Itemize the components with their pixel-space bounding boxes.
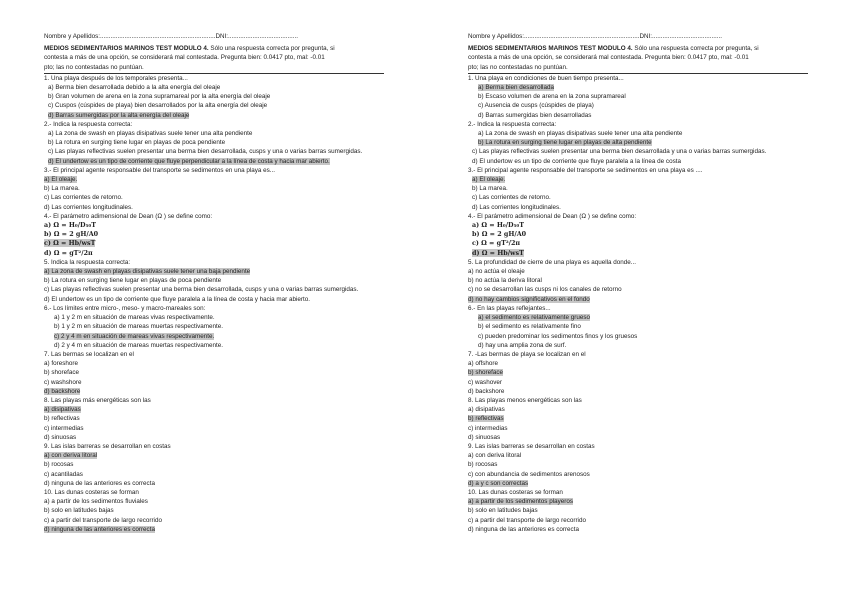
question-text: 10. Las dunas costeras se forman	[44, 488, 139, 496]
answer-option: b) 1 y 2 m en situación de mareas muertas respectivamente.	[54, 323, 224, 331]
answer-option: b) solo en latitudes bajas	[468, 507, 538, 515]
question-text: 4.- El parámetro adimensional de Dean (Ω ) se define como:	[44, 212, 213, 220]
answer-option: b) La rotura en surging tiene lugar en playas de poca pendiente	[48, 139, 226, 147]
highlight-mark: a) El oleaje.	[472, 176, 506, 184]
highlight-mark: d) no hay cambios significativos en el fondo	[468, 295, 590, 303]
answer-option: b) La marea.	[472, 185, 508, 193]
question-text: 2.- Indica la respuesta correcta:	[468, 120, 557, 128]
answer-option: b) no actúa la deriva litoral	[468, 277, 542, 285]
answer-option: b) La marea.	[44, 185, 80, 193]
name-dni-line: Nombre y Apellidos:..................................................................DNI:........................................	[44, 33, 299, 40]
question-text: 1. Una playa después de los temporales presenta...	[44, 74, 188, 82]
answer-option: d) sinuosas	[468, 433, 501, 441]
question-text: 9. Las islas barreras se desarrollan en costas	[44, 442, 171, 450]
answer-option: d) El undertow es un tipo de corriente que fluye paralela a la línea de costa y hacia mar abierto.	[44, 295, 311, 303]
answer-option: b) La rotura en surging tiene lugar en playas de poca pendiente	[44, 277, 222, 285]
answer-option-marked	[44, 111, 384, 120]
answer-option: a) con deriva litoral	[468, 452, 522, 460]
answer-option: a) offshore	[468, 360, 498, 368]
highlight-mark: a) El oleaje.	[44, 176, 78, 184]
answer-option: b) Escaso volumen de arena en la zona supramareal	[478, 93, 626, 101]
answer-option-marked	[468, 497, 808, 506]
question-text: 9. Las islas barreras se desarrollan en costas	[468, 442, 595, 450]
question-text: 7. Las bermas se localizan en el	[44, 350, 134, 358]
question-list	[468, 74, 808, 534]
answer-option: d) Las corrientes longitudinales.	[44, 203, 133, 211]
answer-option: d) 2 y 4 m en situación de mareas muertas respectivamente.	[54, 341, 224, 349]
answer-option-marked	[468, 83, 808, 92]
question-text: 5. La profundidad de cierre de una playa es aquella donde...	[468, 258, 637, 266]
highlight-mark: c) 2 y 4 m en situación de mareas vivas respectivamente.	[54, 332, 215, 340]
highlight-mark: b) reflectivas	[468, 415, 504, 423]
question-text: 3.- El principal agente responsable del transporte se sedimentos en una playa es...	[44, 166, 276, 174]
highlight-mark: a) Berma bien desarrollada	[478, 84, 554, 92]
answer-option-marked	[44, 387, 384, 396]
right-test-sheet	[468, 32, 808, 534]
answer-option: b) Gran volumen de arena en la zona supramareal por la alta energía del oleaje	[48, 93, 271, 101]
answer-option: a) La zona de swash en playas disipativas suele tener una alta pendiente	[478, 130, 683, 138]
answer-option-marked	[468, 414, 808, 423]
answer-option: b) solo en latitudes bajas	[44, 507, 114, 515]
answer-option: d) Barras sumergidas bien desarrolladas	[478, 111, 592, 119]
answer-option-marked	[44, 157, 384, 166]
question-text: 3.- El principal agente responsable del transporte se sedimentos en una playa es ....	[468, 166, 703, 174]
answer-option-marked	[468, 295, 808, 304]
answer-option-marked	[468, 479, 808, 488]
answer-option: b) Ω = 2 gH/A0	[44, 230, 99, 239]
answer-option: c) pueden predominar los sedimentos finos y los gruesos	[478, 332, 638, 340]
answer-option-marked	[468, 138, 808, 147]
answer-option: c) washover	[468, 378, 502, 386]
answer-option: d) ninguna de las anteriores es correcta	[44, 479, 155, 487]
answer-option: a) Ω = H₀/D₅₀T	[44, 221, 96, 230]
test-instructions-line-3: pto; las no contestadas no puntúan.	[468, 63, 568, 71]
question-text: 7. -Las bermas de playa se localizan en el	[468, 350, 586, 358]
answer-option: c) Las corrientes de retorno.	[472, 194, 551, 202]
answer-option: a) disipativas	[468, 406, 505, 414]
answer-option: a) a partir de los sedimentos fluviales	[44, 498, 148, 506]
answer-option-marked	[468, 313, 808, 322]
answer-option: b) rocosas	[468, 461, 498, 469]
answer-option: a) 1 y 2 m en situación de mareas vivas respectivamente.	[54, 314, 215, 322]
highlight-mark: b) shoreface	[468, 369, 504, 377]
answer-option: c) a partir del transporte de largo recorrido	[44, 516, 162, 524]
answer-option: d) backshore	[468, 387, 505, 395]
test-title: MEDIOS SEDIMENTARIOS MARINOS TEST MODULO 4.	[44, 45, 209, 53]
answer-option: c) acantiladas	[44, 470, 83, 478]
test-title: MEDIOS SEDIMENTARIOS MARINOS TEST MODULO 4.	[468, 45, 633, 53]
answer-option-marked	[44, 525, 384, 534]
answer-option: b) rocosas	[44, 461, 74, 469]
answer-option: b) Ω = 2 gH/A0	[472, 230, 527, 239]
question-text: 4.- El parámetro adimensional de Dean (Ω ) se define como:	[468, 212, 637, 220]
answer-option: b) reflectivas	[44, 415, 80, 423]
highlight-mark: d) a y c son correctas	[468, 479, 529, 487]
answer-option: c) washshore	[44, 378, 82, 386]
answer-option: c) Las playas reflectivas suelen presentar una berma bien desarrollada y una o varias barras sumergidas.	[472, 148, 767, 156]
answer-option: c) Cuspos (cúspides de playa) bien desarrollados por la alta energía del oleaje	[48, 102, 268, 110]
answer-option: a) Berma bien desarrollada debido a la alta energía del oleaje	[48, 84, 221, 92]
answer-option: c) intermedias	[44, 424, 84, 432]
answer-option: b) el sedimento es relativamente fino	[478, 323, 581, 331]
answer-option: d) Ω = gT²/2π	[44, 248, 93, 257]
answer-option: a) Ω = H₀/D₅₀T	[472, 221, 524, 230]
left-test-sheet	[44, 32, 384, 534]
answer-option: c) Ω = gT²/2π	[472, 239, 521, 248]
answer-option: c) a partir del transporte de largo recorrido	[468, 516, 586, 524]
answer-option-marked	[44, 405, 384, 414]
answer-option: c) Ausencia de cusps (cúspides de playa)	[478, 102, 594, 110]
test-instructions-line-3: pto; las no contestadas no puntúan.	[44, 63, 144, 71]
answer-option: c) no se desarrollan las cusps ni los canales de retorno	[468, 286, 622, 294]
answer-option: a) no actúa el oleaje	[468, 268, 525, 276]
question-text: 10. Las dunas costeras se forman	[468, 488, 563, 496]
answer-option-marked	[44, 332, 384, 341]
answer-option: a) foreshore	[44, 360, 78, 368]
answer-option: d) Las corrientes longitudinales.	[472, 203, 561, 211]
answer-option-marked	[44, 267, 384, 276]
answer-option-marked	[468, 249, 808, 258]
test-instructions-line-2: contesta a más de una opción, se considerará mal contestada. Pregunta bien: 0.0417 pto, mal: -0.01	[44, 54, 325, 62]
question-text: 6.- En las playas reflejantes...	[468, 304, 551, 312]
question-text: 1. Una playa en condiciones de buen tiempo presenta...	[468, 74, 624, 82]
answer-option: d) hay una amplia zona de surf.	[478, 341, 567, 349]
test-instructions-line-2: contesta a más de una opción, se considerará mal contestada. Pregunta bien: 0.0417 pto, mal: -0.01	[468, 54, 749, 62]
answer-option: c) Las corrientes de retorno.	[44, 194, 123, 202]
answer-option: c) Las playas reflectivas suelen presentar una berma bien desarrollada, cusps y una o varias barras sumergidas.	[44, 286, 359, 294]
answer-option: c) Las playas reflectivas suelen presentar una berma bien desarrollada, cusps y una o varias barras sumergidas.	[48, 148, 363, 156]
question-list	[44, 74, 384, 534]
answer-option: a) La zona de swash en playas disipativas suele tener una alta pendiente	[48, 130, 253, 138]
highlight-mark: d) El undertow es un tipo de corriente que fluye perpendicular a la línea de costa y hacia mar abierto.	[48, 157, 330, 165]
answer-option: c) intermedias	[468, 424, 508, 432]
highlight-mark: b) La rotura en surging tiene lugar en playas de alta pendiente	[478, 139, 652, 147]
answer-option: b) shoreface	[44, 369, 80, 377]
highlight-mark: d) backshore	[44, 387, 81, 395]
highlight-mark: c) Ω = Hb/wsT	[44, 239, 96, 248]
answer-option-marked	[44, 451, 384, 460]
highlight-mark: a) disipativas	[44, 406, 81, 414]
highlight-mark: a) La zona de swash en playas disipativas suele tener una baja pendiente	[44, 268, 251, 276]
highlight-mark: d) ninguna de las anteriores es correcta	[44, 525, 155, 533]
answer-option-marked	[468, 175, 808, 184]
answer-option: d) El undertow es un tipo de corriente que fluye paralela a la línea de costa	[472, 157, 681, 165]
highlight-mark: a) con deriva litoral	[44, 452, 98, 460]
answer-option-marked	[468, 368, 808, 377]
name-dni-line: Nombre y Apellidos:..................................................................DNI:........................................	[468, 33, 723, 40]
test-header	[468, 44, 808, 53]
question-text: 8. Las playas más energéticas son las	[44, 396, 151, 404]
highlight-mark: a) a partir de los sedimentos playeros	[468, 498, 573, 506]
answer-option: d) sinuosas	[44, 433, 77, 441]
question-text: 8. Las playas menos energéticas son las	[468, 396, 582, 404]
question-text: 6.- Los límites entre micro-, meso- y macro-mareales son:	[44, 304, 206, 312]
test-header	[44, 44, 384, 53]
highlight-mark: d) Ω = Hb/wsT	[472, 248, 524, 257]
question-text: 2.- Indica la respuesta correcta:	[44, 120, 133, 128]
answer-option: d) ninguna de las anteriores es correcta	[468, 525, 579, 533]
answer-option-marked	[44, 239, 384, 248]
highlight-mark: a) el sedimento es relativamente grueso	[478, 314, 591, 322]
test-instructions: Sólo una respuesta correcta por pregunta, si	[632, 45, 759, 53]
highlight-mark: d) Barras sumergidas por la alta energía del oleaje	[48, 111, 190, 119]
test-instructions: Sólo una respuesta correcta por pregunta, si	[208, 45, 335, 53]
answer-option-marked	[44, 175, 384, 184]
question-text: 5. Indica la respuesta correcta:	[44, 258, 131, 266]
answer-option: c) con abundancia de sedimentos arenosos	[468, 470, 590, 478]
